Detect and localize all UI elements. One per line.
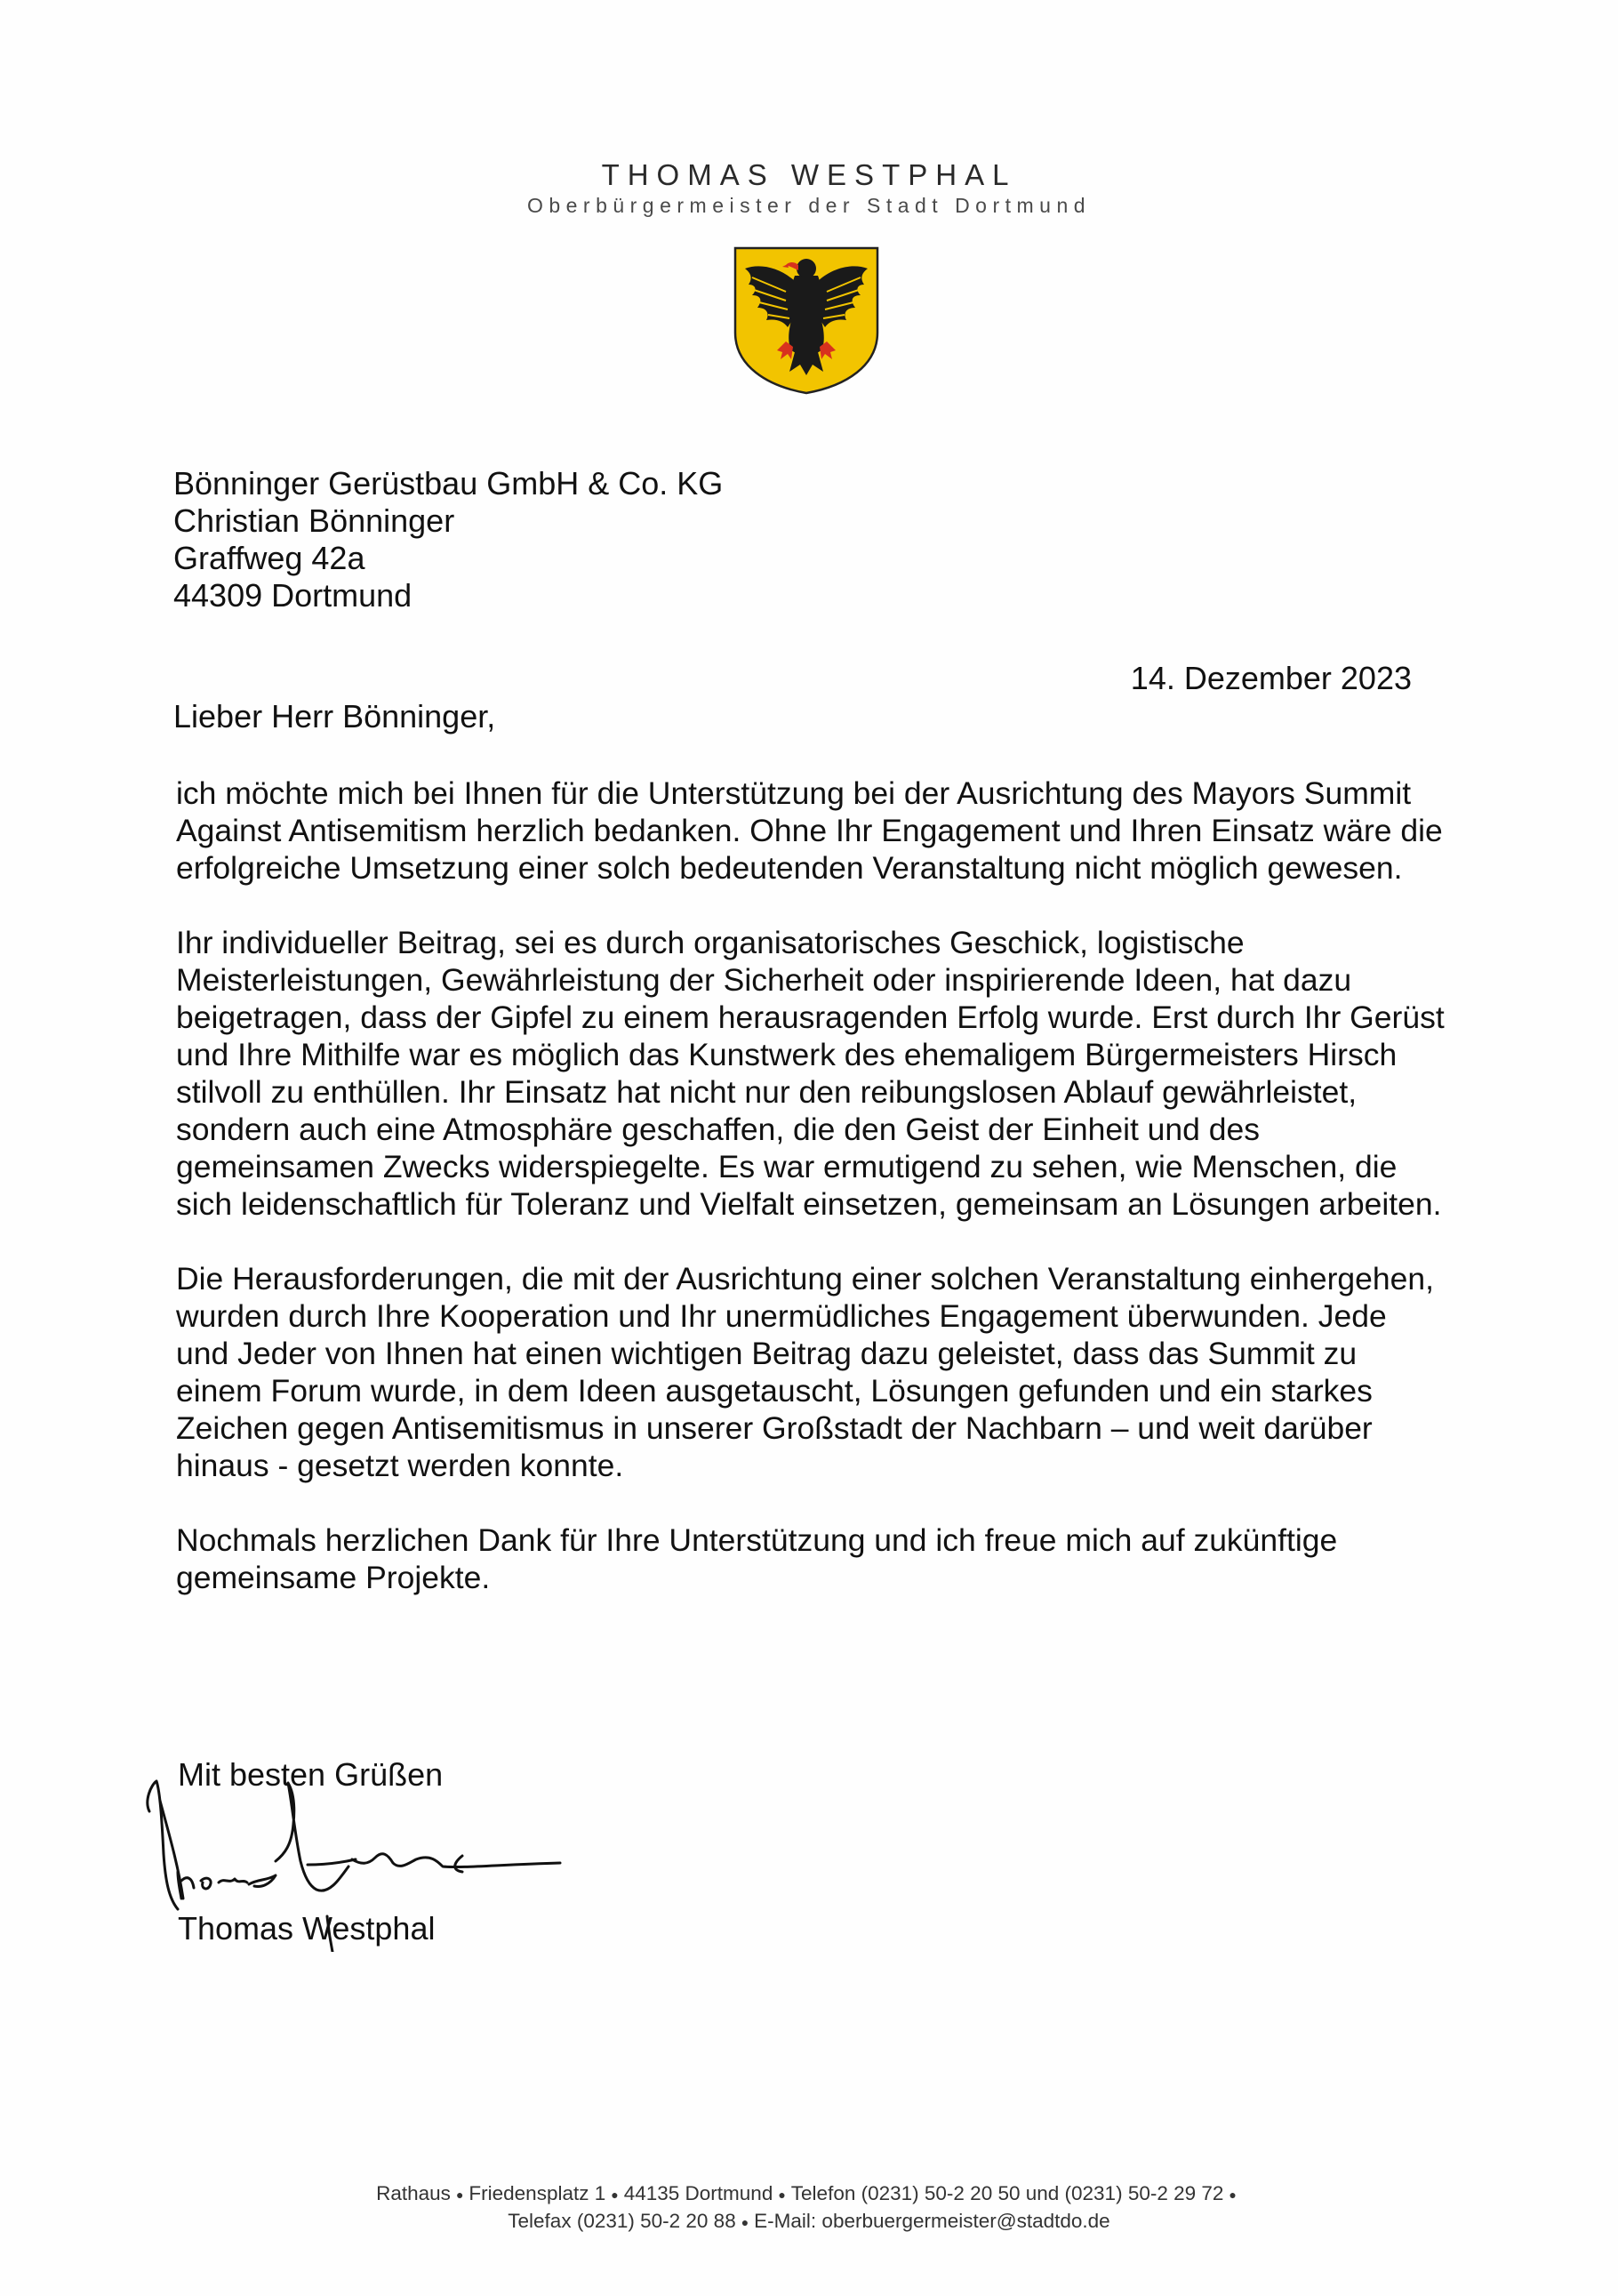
recipient-street: Graffweg 42a xyxy=(173,540,365,576)
letterhead-title: Oberbürgermeister der Stadt Dortmund xyxy=(526,194,1092,217)
footer-fax: Telefax (0231) 50-2 20 88 xyxy=(508,2210,736,2233)
footer-phone: Telefon (0231) 50-2 20 50 und (0231) 50-2 29 72 xyxy=(790,2182,1224,2204)
body-paragraph-1: ich möchte mich bei Ihnen für die Unterstützung bei der Ausrichtung des Mayors Summit Against Antisemitism herzlich bedanken. Ohne Ihr Engagement und Ihren Einsatz wäre die erfolgreiche Umsetzung einer solch bedeutenden Veranstaltung nicht möglich gewesen. xyxy=(176,775,1443,886)
body-paragraph-2: Ihr individueller Beitrag, sei es durch organisatorisches Geschick, logistische Meisterleistungen, Gewährleistung der Sicherheit oder inspirierende Ideen, hat dazu beigetragen, dass der Gipfel zu einem herausragenden Erfolg wurde. Erst durch Ihr Gerüst und Ihre Mithilfe war es möglich das Kunstwerk des ehemaligem Bürgermeisters Hirsch stilvoll zu enthüllen. Ihr Einsatz hat nicht nur den reibungslosen Ablauf gewährleistet, sondern auch eine Atmosphäre geschaffen, die den Geist der Einheit und des gemeinsamen Zwecks widerspiegelte. Es war ermutigend zu sehen, wie Menschen, die sich leidenschaftlich für Toleranz und Vielfalt einsetzen, gemeinsam an Lösungen arbeiten. xyxy=(176,925,1445,1222)
signer-name: Thomas Westphal xyxy=(178,1910,436,1947)
footer-building: Rathaus xyxy=(376,2182,451,2204)
recipient-address xyxy=(173,465,723,614)
footer-bullet-icon: ● xyxy=(611,2188,619,2203)
salutation: Lieber Herr Bönninger, xyxy=(173,698,496,735)
body-paragraph-3: Die Herausforderungen, die mit der Ausrichtung einer solchen Veranstaltung einhergehen, wurden durch Ihre Kooperation und Ihr unermüdliches Engagement überwunden. Jede und Jeder von Ihnen hat einen wichtigen Beitrag dazu geleistet, dass das Summit zu einem Forum wurde, in dem Ideen ausgetauscht, Lösungen gefunden und ein starkes Zeichen gegen Antisemitismus in unserer Großstadt der Nachbarn – und weit darüber hinaus - gesetzt werden konnte. xyxy=(176,1261,1434,1483)
footer-bullet-icon: ● xyxy=(741,2215,749,2230)
footer-city: 44135 Dortmund xyxy=(623,2182,773,2204)
footer-line-1 xyxy=(0,2180,1618,2208)
letterhead-name: THOMAS WESTPHAL xyxy=(601,158,1017,191)
letter-body xyxy=(176,775,1447,1634)
closing-phrase: Mit besten Grüßen xyxy=(178,1756,444,1793)
recipient-company: Bönninger Gerüstbau GmbH & Co. KG xyxy=(173,465,724,502)
coat-of-arms-icon xyxy=(733,245,880,395)
footer-street: Friedensplatz 1 xyxy=(469,2182,606,2204)
recipient-city: 44309 Dortmund xyxy=(173,577,413,614)
body-paragraph-4: Nochmals herzlichen Dank für Ihre Unterstützung und ich freue mich auf zukünftige gemeinsame Projekte. xyxy=(176,1522,1338,1595)
footer-bullet-icon: ● xyxy=(778,2188,786,2203)
letter-footer xyxy=(0,2180,1618,2236)
footer-line-2 xyxy=(0,2208,1618,2236)
footer-bullet-icon: ● xyxy=(455,2188,464,2203)
footer-bullet-icon: ● xyxy=(1229,2188,1237,2203)
footer-email: E-Mail: oberbuergermeister@stadtdo.de xyxy=(754,2210,1110,2233)
letter-date: 14. Dezember 2023 xyxy=(1130,660,1412,696)
recipient-person: Christian Bönninger xyxy=(173,502,455,539)
